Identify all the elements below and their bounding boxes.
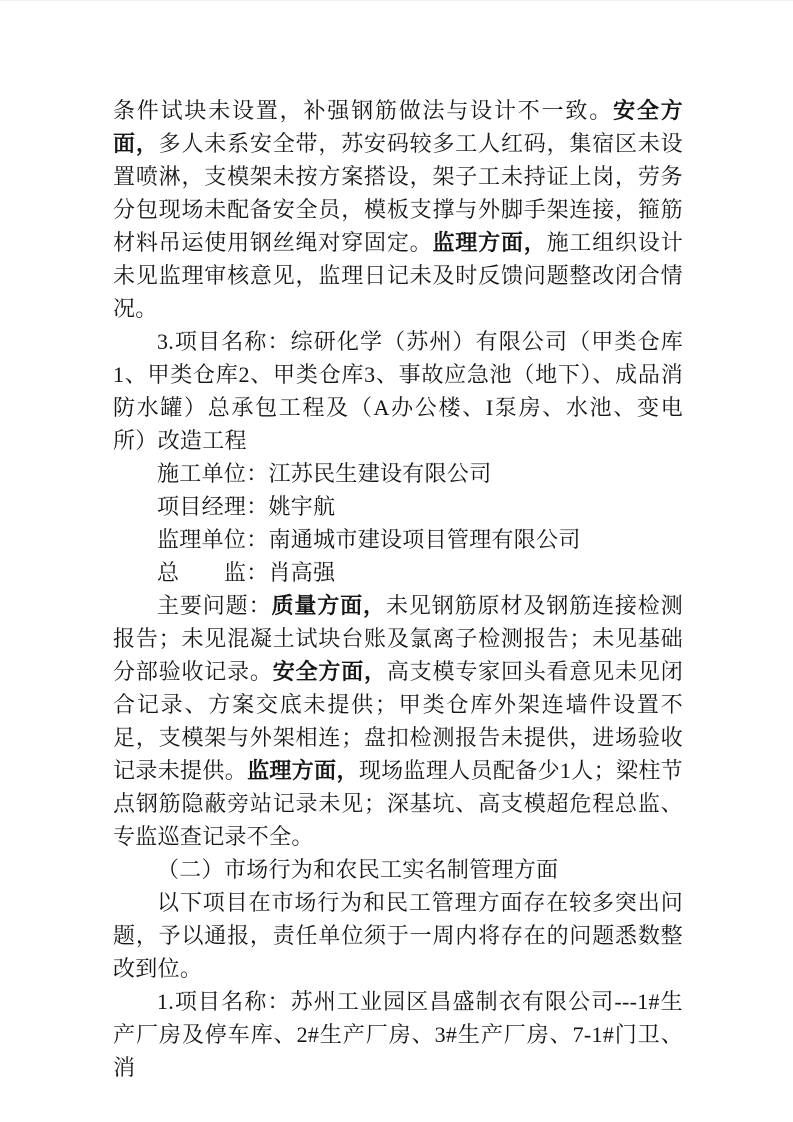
body-text: 项目经理：姚宇航: [157, 494, 336, 519]
para-section-2-intro: [113, 886, 683, 985]
para-supervision-unit: [113, 523, 683, 556]
body-text: 未见钢筋原材及钢筋连接检测报告；未见混凝土试块台账及氯离子检测报告；未见基础分部验收记录。: [113, 593, 683, 684]
heading-section-2: [113, 853, 683, 886]
body-text: 多人未系安全带，苏安码较多工人红码，集宿区未设置喷淋，支模架未按方案搭设，架子工未持证上岗，劳务分包现场未配备安全员，模板支撑与外脚手架连接，箍筋材料吊运使用钢丝绳对穿固定。: [113, 131, 683, 255]
body-text: 1.项目名称：苏州工业园区昌盛制衣有限公司---1#生产厂房及停车库、2#生产厂房、3#生产厂房、7-1#门卫、消: [113, 989, 683, 1080]
body-text: 总 监：肖高强: [157, 560, 336, 585]
bold-run-supervision-aspect: 监理方面，: [432, 230, 547, 255]
para-project-manager: [113, 490, 683, 523]
body-text: 以下项目在市场行为和民工管理方面存在较多突出问题，予以通报，责任单位须于一周内将存在的问题悉数整改到位。: [113, 890, 683, 981]
bold-run-safety-aspect: 安全方面，: [272, 659, 387, 684]
para-constructor: [113, 457, 683, 490]
para-project-1-name: [113, 985, 683, 1084]
para-chief-supervisor: [113, 556, 683, 589]
body-text: 施工组织设计未见监理审核意见，监理日记未及时反馈问题整改闭合情况。: [113, 230, 683, 321]
body-text: 主要问题：: [157, 593, 272, 618]
body-text: 施工单位：江苏民生建设有限公司: [157, 461, 492, 486]
section-heading-text: （二）市场行为和农民工实名制管理方面: [157, 857, 559, 882]
body-text: 高支模专家回头看意见未见闭合记录、方案交底未提供；甲类仓库外架连墙件设置不足，支模架与外架相连；盘扣检测报告未提供，进场验收记录未提供。: [113, 659, 683, 783]
body-text: 条件试块未设置，补强钢筋做法与设计不一致。: [113, 98, 614, 123]
document-page: [0, 1, 793, 1122]
bold-run-supervision-aspect: 监理方面，: [247, 758, 359, 783]
bold-run-safety-aspect: 安全方面，: [113, 98, 683, 156]
body-text: 监理单位：南通城市建设项目管理有限公司: [157, 527, 581, 552]
para-main-issues: [113, 589, 683, 853]
body-text: 3.项目名称：综研化学（苏州）有限公司（甲类仓库1、甲类仓库2、甲类仓库3、事故应急池（地下）、成品消防水罐）总承包工程及（A办公楼、I泵房、水池、变电所）改造工程: [113, 329, 683, 453]
body-text: 现场监理人员配备少1人；梁柱节点钢筋隐蔽旁站记录未见；深基坑、高支模超危程总监、专监巡查记录不全。: [113, 758, 683, 849]
para-project-3-name: [113, 325, 683, 457]
bold-run-quality-aspect: 质量方面，: [271, 593, 386, 618]
para-safety-supervision-issues: [113, 94, 683, 325]
